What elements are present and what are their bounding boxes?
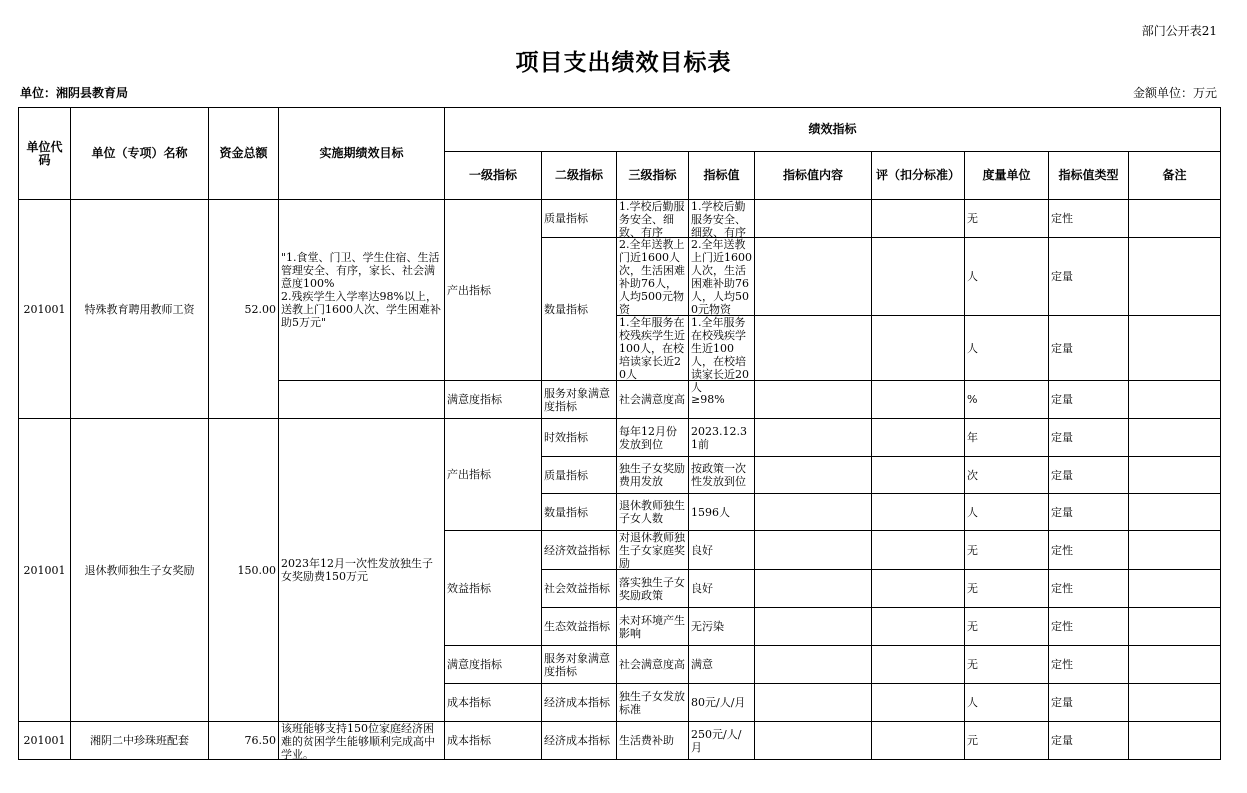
measure-unit-cell: 无 xyxy=(965,200,1049,238)
level2-cell: 时效指标 xyxy=(542,419,617,457)
value-content-cell xyxy=(755,722,872,760)
remark-cell xyxy=(1129,684,1221,722)
remark-cell xyxy=(1129,494,1221,531)
amount-cell: 150.00 xyxy=(209,419,279,722)
value-content-cell xyxy=(755,238,872,316)
table-row xyxy=(19,419,1221,457)
scoring-cell xyxy=(872,200,965,238)
table-row xyxy=(19,722,1221,760)
level1-cell: 效益指标 xyxy=(445,531,542,646)
value-content-cell xyxy=(755,381,872,419)
scoring-cell xyxy=(872,646,965,684)
value-content-cell xyxy=(755,646,872,684)
remark-cell xyxy=(1129,570,1221,608)
level2-cell: 数量指标 xyxy=(542,494,617,531)
col-remark: 备注 xyxy=(1129,152,1221,200)
value-type-cell: 定性 xyxy=(1049,608,1129,646)
value-content-cell xyxy=(755,316,872,381)
value-type-cell: 定量 xyxy=(1049,684,1129,722)
level3-cell: 1.学校后勤服务安全、细致、有序 xyxy=(619,200,685,239)
level1-cell: 产出指标 xyxy=(445,419,542,531)
value-type-cell: 定性 xyxy=(1049,200,1129,238)
scoring-cell xyxy=(872,570,965,608)
level2-cell: 质量指标 xyxy=(542,200,617,238)
col-measure-unit: 度量单位 xyxy=(965,152,1049,200)
value-cell: 满意 xyxy=(689,646,755,684)
level1-cell: 满意度指标 xyxy=(445,381,542,419)
value-content-cell xyxy=(755,494,872,531)
value-content-cell xyxy=(755,684,872,722)
col-goal: 实施期绩效目标 xyxy=(279,108,445,200)
level2-cell: 生态效益指标 xyxy=(542,608,617,646)
unit-label: 单位：湘阴县教育局 xyxy=(20,86,129,100)
col-scoring: 评（扣分标准） xyxy=(872,152,965,200)
value-cell: 良好 xyxy=(689,570,755,608)
unit-code-cell: 201001 xyxy=(19,200,71,419)
value-cell: 2023.12.31前 xyxy=(689,419,755,457)
value-type-cell: 定量 xyxy=(1049,419,1129,457)
level3-cell: 独生子女奖励费用发放 xyxy=(617,457,689,494)
value-content-cell xyxy=(755,457,872,494)
amount-unit-label: 金额单位：万元 xyxy=(1132,86,1217,100)
scoring-cell xyxy=(872,457,965,494)
scoring-cell xyxy=(872,494,965,531)
table-body xyxy=(19,200,1221,760)
col-performance: 绩效指标 xyxy=(445,108,1221,152)
scoring-cell xyxy=(872,238,965,316)
level2-cell: 质量指标 xyxy=(542,457,617,494)
value-type-cell: 定量 xyxy=(1049,381,1129,419)
col-unit-code: 单位代码 xyxy=(19,108,71,200)
level2-cell: 经济效益指标 xyxy=(542,531,617,570)
goal-cell xyxy=(279,381,445,419)
value-type-cell: 定性 xyxy=(1049,570,1129,608)
remark-cell xyxy=(1129,646,1221,684)
value-type-cell: 定量 xyxy=(1049,494,1129,531)
col-value-type: 指标值类型 xyxy=(1049,152,1129,200)
table-row xyxy=(19,200,1221,238)
value-type-cell: 定性 xyxy=(1049,531,1129,570)
level3-cell: 对退休教师独生子女家庭奖励 xyxy=(619,531,685,570)
value-content-cell xyxy=(755,570,872,608)
performance-table xyxy=(18,107,1221,760)
unit-code-cell: 201001 xyxy=(19,419,71,722)
value-type-cell: 定量 xyxy=(1049,316,1129,381)
value-content-cell xyxy=(755,531,872,570)
scoring-cell xyxy=(872,684,965,722)
level1-cell: 成本指标 xyxy=(445,684,542,722)
remark-cell xyxy=(1129,608,1221,646)
scoring-cell xyxy=(872,381,965,419)
goal-cell: 该班能够支持150位家庭经济困难的贫困学生能够顺利完成高中学业。 xyxy=(281,722,435,761)
measure-unit-cell: 人 xyxy=(965,494,1049,531)
value-cell: 良好 xyxy=(689,531,755,570)
value-type-cell: 定量 xyxy=(1049,238,1129,316)
value-type-cell: 定量 xyxy=(1049,722,1129,760)
level1-cell: 成本指标 xyxy=(445,722,542,760)
remark-cell xyxy=(1129,419,1221,457)
level1-cell: 产出指标 xyxy=(445,200,542,381)
remark-cell xyxy=(1129,238,1221,316)
remark-cell xyxy=(1129,722,1221,760)
measure-unit-cell: 元 xyxy=(965,722,1049,760)
col-value: 指标值 xyxy=(689,152,755,200)
col-value-content: 指标值内容 xyxy=(755,152,872,200)
unit-code-cell: 201001 xyxy=(19,722,71,760)
measure-unit-cell: 次 xyxy=(965,457,1049,494)
amount-cell: 76.50 xyxy=(209,722,279,760)
goal-cell: "1.食堂、门卫、学生住宿、生活管理安全、有序，家长、社会满意度100% 2.残疾学生入学率达98%以上，送教上门1600人次、学生困难补助5万元" xyxy=(279,200,445,381)
value-content-cell xyxy=(755,200,872,238)
scoring-cell xyxy=(872,608,965,646)
value-cell: ≥98% xyxy=(689,381,755,419)
level3-cell: 每年12月份发放到位 xyxy=(617,419,689,457)
level3-cell: 落实独生子女奖励政策 xyxy=(617,570,689,608)
value-cell: 2.全年送教上门近1600人次，生活困难补助76人，人均500元物资 xyxy=(691,238,752,316)
unit-name-cell: 湘阴二中珍珠班配套 xyxy=(71,722,209,760)
level2-cell: 数量指标 xyxy=(542,238,617,381)
measure-unit-cell: 人 xyxy=(965,684,1049,722)
measure-unit-cell: 无 xyxy=(965,608,1049,646)
level3-cell: 生活费补助 xyxy=(617,722,689,760)
col-level3: 三级指标 xyxy=(617,152,689,200)
goal-cell: 2023年12月一次性发放独生子女奖励费150万元 xyxy=(279,419,445,722)
value-type-cell: 定量 xyxy=(1049,457,1129,494)
value-cell: 1.学校后勤服务安全、细致、有序 xyxy=(691,200,746,239)
level2-cell: 服务对象满意度指标 xyxy=(542,646,617,684)
scoring-cell xyxy=(872,531,965,570)
level3-cell: 社会满意度高 xyxy=(617,646,689,684)
value-cell: 无污染 xyxy=(689,608,755,646)
remark-cell xyxy=(1129,200,1221,238)
level3-cell: 独生子女发放标准 xyxy=(617,684,689,722)
remark-cell xyxy=(1129,531,1221,570)
level2-cell: 服务对象满意度指标 xyxy=(542,381,617,419)
value-cell: 1596人 xyxy=(689,494,755,531)
value-cell: 250元/人/月 xyxy=(689,722,755,760)
unit-name-cell: 退休教师独生子女奖励 xyxy=(71,419,209,722)
value-cell: 按政策一次性发放到位 xyxy=(689,457,755,494)
level3-cell: 未对环境产生影响 xyxy=(617,608,689,646)
page-title: 项目支出绩效目标表 xyxy=(515,49,732,76)
col-unit-name: 单位（专项）名称 xyxy=(71,108,209,200)
value-content-cell xyxy=(755,608,872,646)
remark-cell xyxy=(1129,381,1221,419)
col-level1: 一级指标 xyxy=(445,152,542,200)
measure-unit-cell: 无 xyxy=(965,531,1049,570)
level1-cell: 满意度指标 xyxy=(445,646,542,684)
measure-unit-cell: 年 xyxy=(965,419,1049,457)
unit-name-cell: 特殊教育聘用教师工资 xyxy=(71,200,209,419)
col-level2: 二级指标 xyxy=(542,152,617,200)
amount-cell: 52.00 xyxy=(209,200,279,419)
remark-cell xyxy=(1129,316,1221,381)
col-total-funds: 资金总额 xyxy=(209,108,279,200)
scoring-cell xyxy=(872,316,965,381)
level3-cell: 社会满意度高 xyxy=(617,381,689,419)
scoring-cell xyxy=(872,722,965,760)
level3-cell: 退休教师独生子女人数 xyxy=(617,494,689,531)
level3-cell: 1.全年服务在校残疾学生近100人，在校培读家长近20人 xyxy=(619,316,685,381)
scoring-cell xyxy=(872,419,965,457)
value-cell: 80元/人/月 xyxy=(689,684,755,722)
value-content-cell xyxy=(755,419,872,457)
measure-unit-cell: % xyxy=(965,381,1049,419)
level3-cell: 2.全年送教上门近1600人次，生活困难补助76人，人均500元物资 xyxy=(619,238,685,316)
level2-cell: 经济成本指标 xyxy=(542,722,617,760)
value-cell: 1.全年服务在校残疾学生近100人，在校培读家长近20人 xyxy=(691,316,749,394)
measure-unit-cell: 无 xyxy=(965,570,1049,608)
table-number-label: 部门公开表21 xyxy=(1141,24,1217,38)
measure-unit-cell: 人 xyxy=(965,316,1049,381)
measure-unit-cell: 无 xyxy=(965,646,1049,684)
remark-cell xyxy=(1129,457,1221,494)
measure-unit-cell: 人 xyxy=(965,238,1049,316)
level2-cell: 社会效益指标 xyxy=(542,570,617,608)
value-type-cell: 定性 xyxy=(1049,646,1129,684)
level2-cell: 经济成本指标 xyxy=(542,684,617,722)
